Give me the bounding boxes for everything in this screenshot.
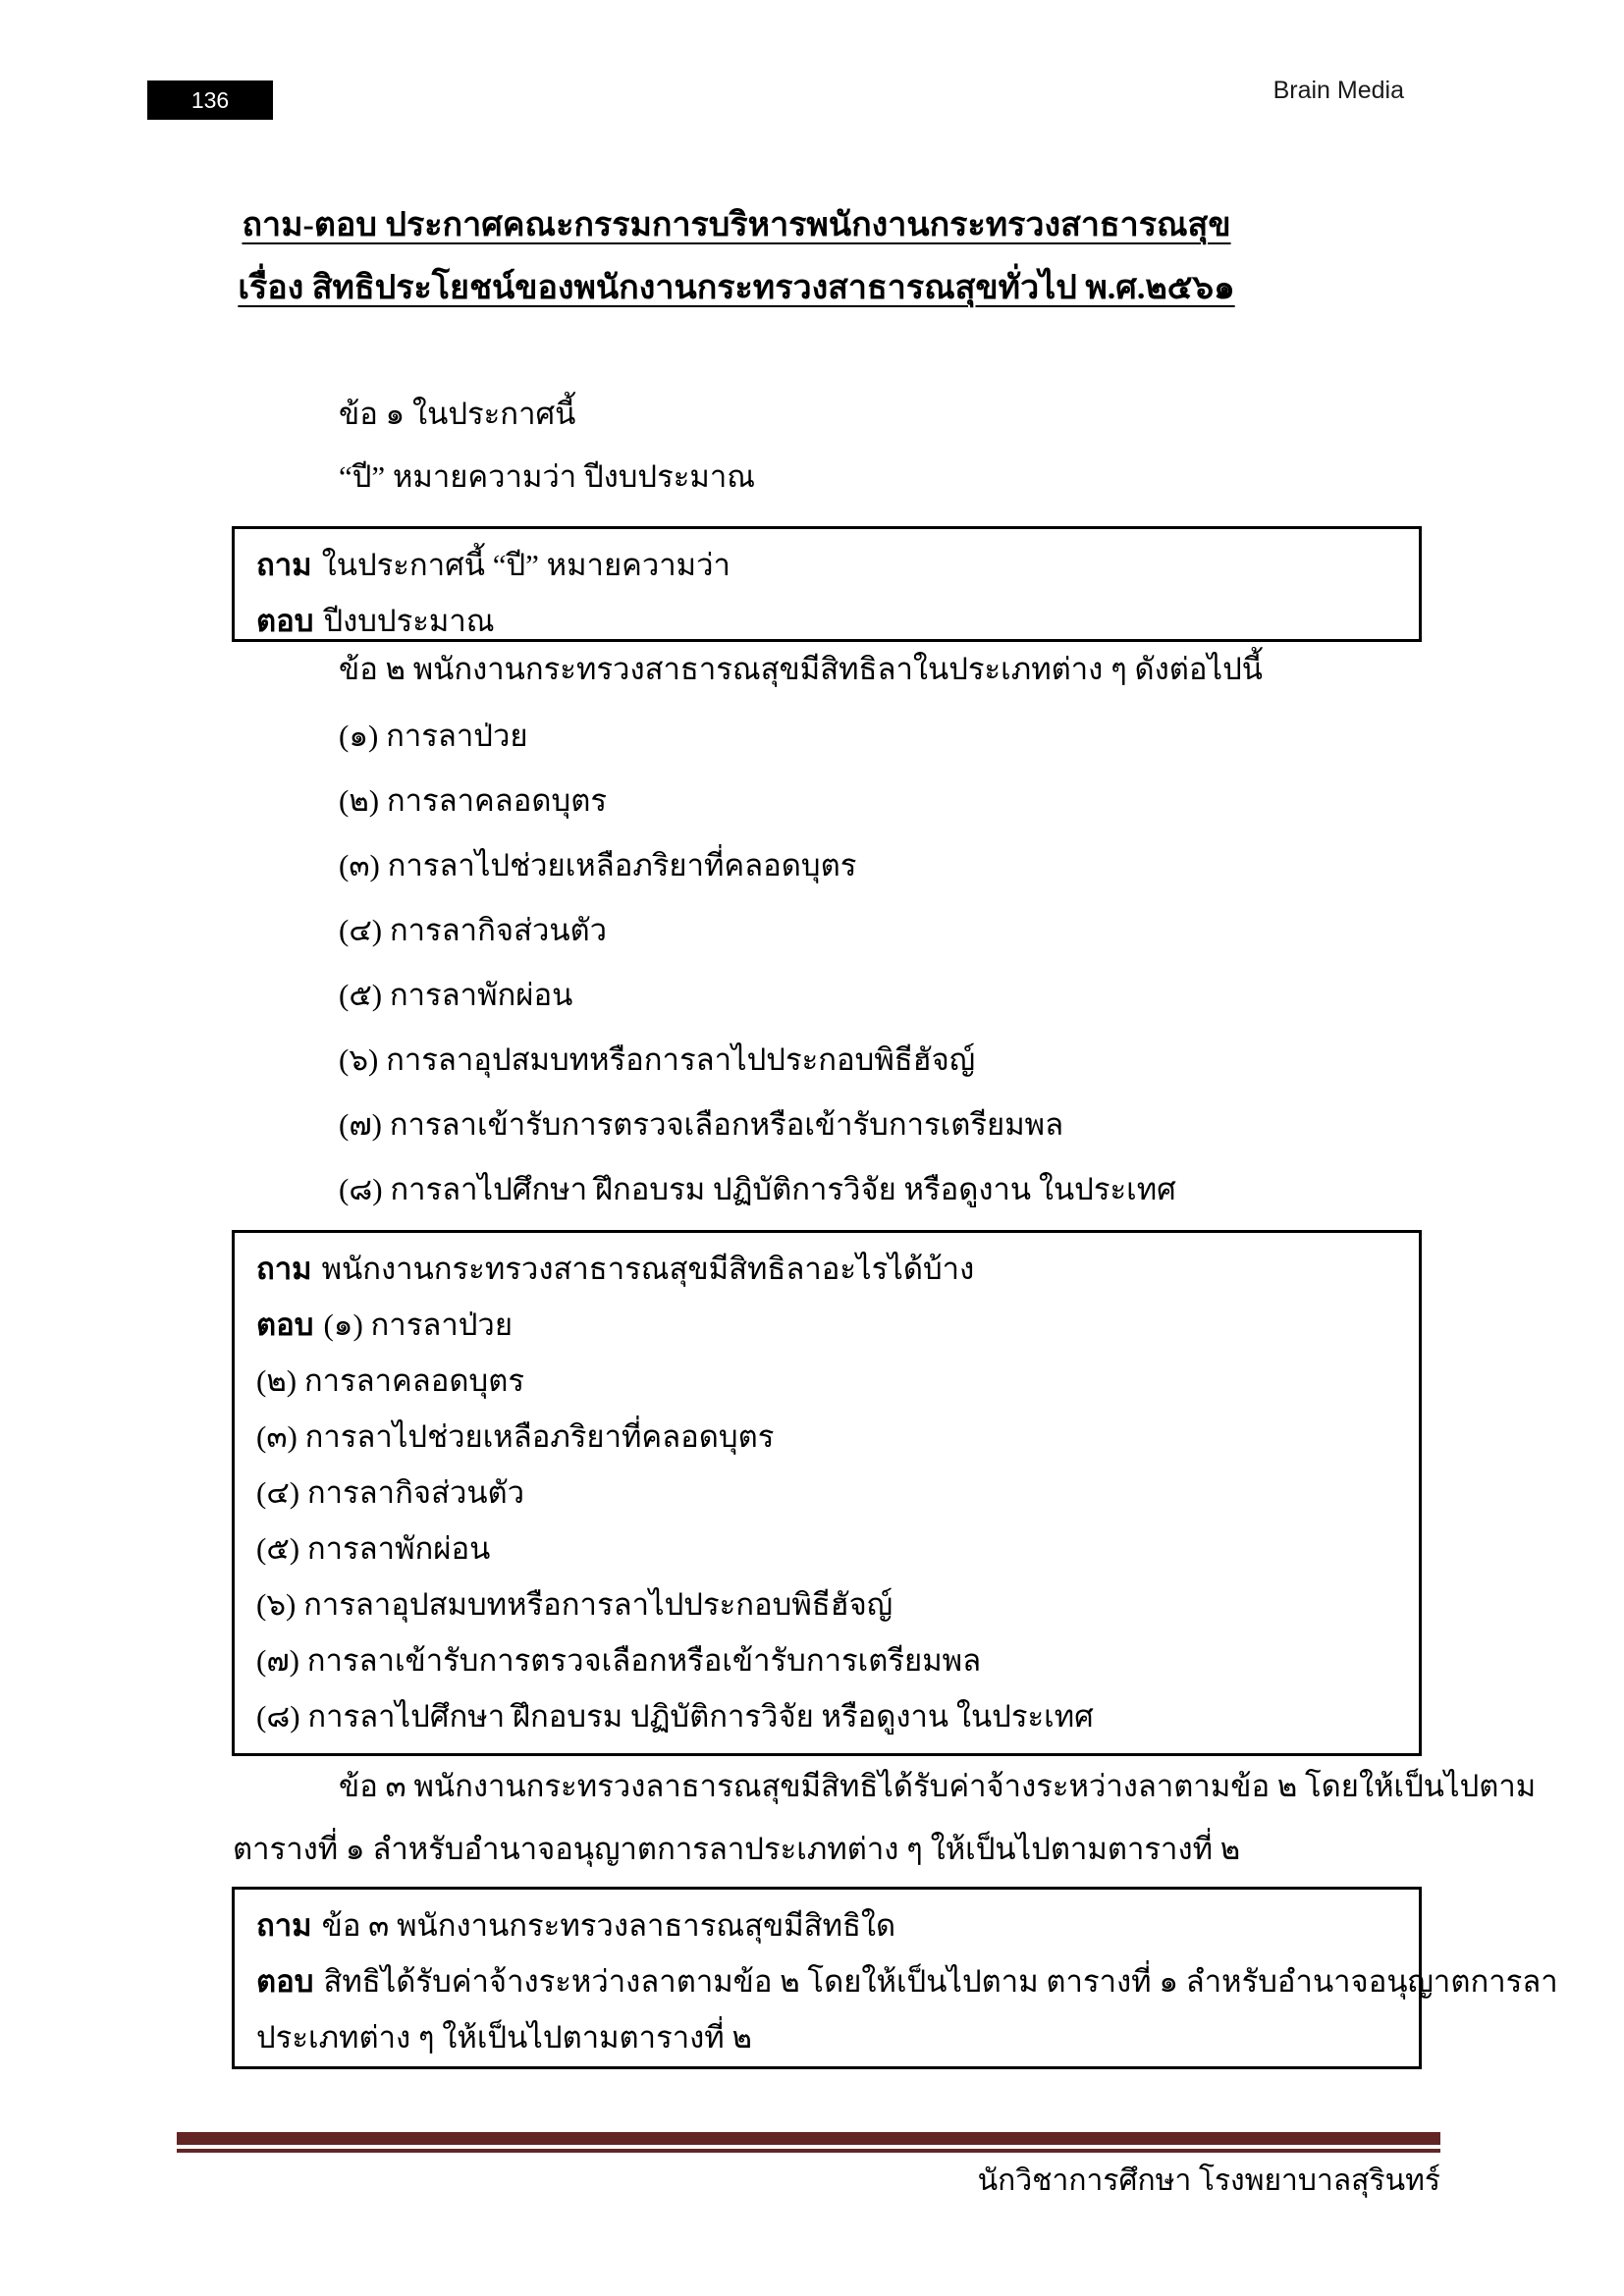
qa2-answer-item: (๖) การลาอุปสมบทหรือการลาไปประกอบพิธีฮัจญ์ <box>256 1587 893 1622</box>
clause1-heading: ข้อ ๑ ในประกาศนี้ <box>339 397 576 431</box>
qa3-answer-text1: สิทธิได้รับค่าจ้างระหว่างลาตามข้อ ๒ โดยให้เป็นไปตาม ตารางที่ ๑ ลำหรับอำนาจอนุญาตการลา <box>323 1964 1558 1999</box>
qa2-answer-first: (๑) การลาป่วย <box>323 1308 513 1342</box>
question-label: ถาม <box>256 548 312 582</box>
page-number: 136 <box>190 86 230 113</box>
doc-title-line2: เรื่อง สิทธิประโยชน์ของพนักงานกระทรวงสาธารณสุขทั่วไป พ.ศ.๒๕๖๑ <box>238 270 1235 306</box>
leave-type-item: (๑) การลาป่วย <box>339 719 528 753</box>
clause3-line2: ตารางที่ ๑ ลำหรับอำนาจอนุญาตการลาประเภทต่าง ๆ ให้เป็นไปตามตารางที่ ๒ <box>233 1832 1241 1866</box>
leave-type-item: (๕) การลาพักผ่อน <box>339 978 573 1012</box>
clause1-definition: “ปี” หมายความว่า ปีงบประมาณ <box>339 459 756 494</box>
leave-type-item: (๖) การลาอุปสมบทหรือการลาไปประกอบพิธีฮัจญ์ <box>339 1042 976 1077</box>
qa2-question-text: พนักงานกระทรวงสาธารณสุขมีสิทธิลาอะไรได้บ้าง <box>321 1252 975 1286</box>
answer-label: ตอบ <box>256 1308 314 1342</box>
clause2-intro: ข้อ ๒ พนักงานกระทรวงสาธารณสุขมีสิทธิลาในประเภทต่าง ๆ ดังต่อไปนี้ <box>339 652 1263 686</box>
page-number-badge <box>147 80 273 120</box>
qa1-answer-line <box>256 593 1397 649</box>
brand-text: Brain Media <box>1272 77 1404 104</box>
question-label: ถาม <box>256 1252 312 1286</box>
qa2-answer-item: (๕) การลาพักผ่อน <box>256 1531 491 1566</box>
question-label: ถาม <box>256 1908 312 1943</box>
answer-label: ตอบ <box>256 1964 314 1999</box>
leave-type-item: (๗) การลาเข้ารับการตรวจเลือกหรือเข้ารับการเตรียมพล <box>339 1107 1064 1142</box>
qa1-question-text: ในประกาศนี้ “ปี” หมายความว่า <box>321 548 731 582</box>
qa2-answer-item: (๘) การลาไปศึกษา ฝึกอบรม ปฏิบัติการวิจัย หรือดูงาน ในประเทศ <box>256 1699 1094 1734</box>
qa1-answer-text: ปีงบประมาณ <box>323 604 495 638</box>
footer-rule-thick <box>177 2132 1440 2145</box>
leave-type-item: (๘) การลาไปศึกษา ฝึกอบรม ปฏิบัติการวิจัย หรือดูงาน ในประเทศ <box>339 1172 1176 1206</box>
footer-rule-thin <box>177 2149 1440 2153</box>
leave-type-item: (๔) การลากิจส่วนตัว <box>339 913 608 947</box>
qa-box-3 <box>232 1887 1558 2069</box>
clause3-line1: ข้อ ๓ พนักงานกระทรวงลาธารณสุขมีสิทธิได้รับค่าจ้างระหว่างลาตามข้อ ๒ โดยให้เป็นไปตาม <box>339 1769 1537 1803</box>
qa2-answer-item: (๗) การลาเข้ารับการตรวจเลือกหรือเข้ารับการเตรียมพล <box>256 1643 982 1678</box>
qa2-answer-item: (๒) การลาคลอดบุตร <box>256 1363 525 1398</box>
footer-credit: นักวิชาการศึกษา โรงพยาบาลสุรินทร์ <box>977 2164 1440 2197</box>
leave-type-item: (๒) การลาคลอดบุตร <box>339 783 608 818</box>
qa2-answer-line <box>256 1297 1397 1353</box>
qa-box-1 <box>232 526 1422 642</box>
document-title <box>147 194 1326 320</box>
doc-title-line1: ถาม-ตอบ ประกาศคณะกรรมการบริหารพนักงานกระทรวงสาธารณสุข <box>242 207 1231 243</box>
qa1-question-line <box>256 537 1397 593</box>
leave-type-item: (๓) การลาไปช่วยเหลือภริยาที่คลอดบุตร <box>339 848 857 882</box>
qa3-answer-line2: ประเภทต่าง ๆ ให้เป็นไปตามตารางที่ ๒ <box>256 2020 752 2055</box>
answer-label: ตอบ <box>256 604 314 638</box>
qa2-question-line <box>256 1241 1397 1297</box>
qa2-answer-item: (๓) การลาไปช่วยเหลือภริยาที่คลอดบุตร <box>256 1419 775 1454</box>
qa3-question-line <box>256 1897 1397 1953</box>
qa-box-2 <box>232 1230 1422 1756</box>
qa3-answer-line1 <box>256 1953 1558 2009</box>
qa2-answer-item: (๔) การลากิจส่วนตัว <box>256 1475 525 1510</box>
qa3-question-text: ข้อ ๓ พนักงานกระทรวงลาธารณสุขมีสิทธิใด <box>321 1908 896 1943</box>
